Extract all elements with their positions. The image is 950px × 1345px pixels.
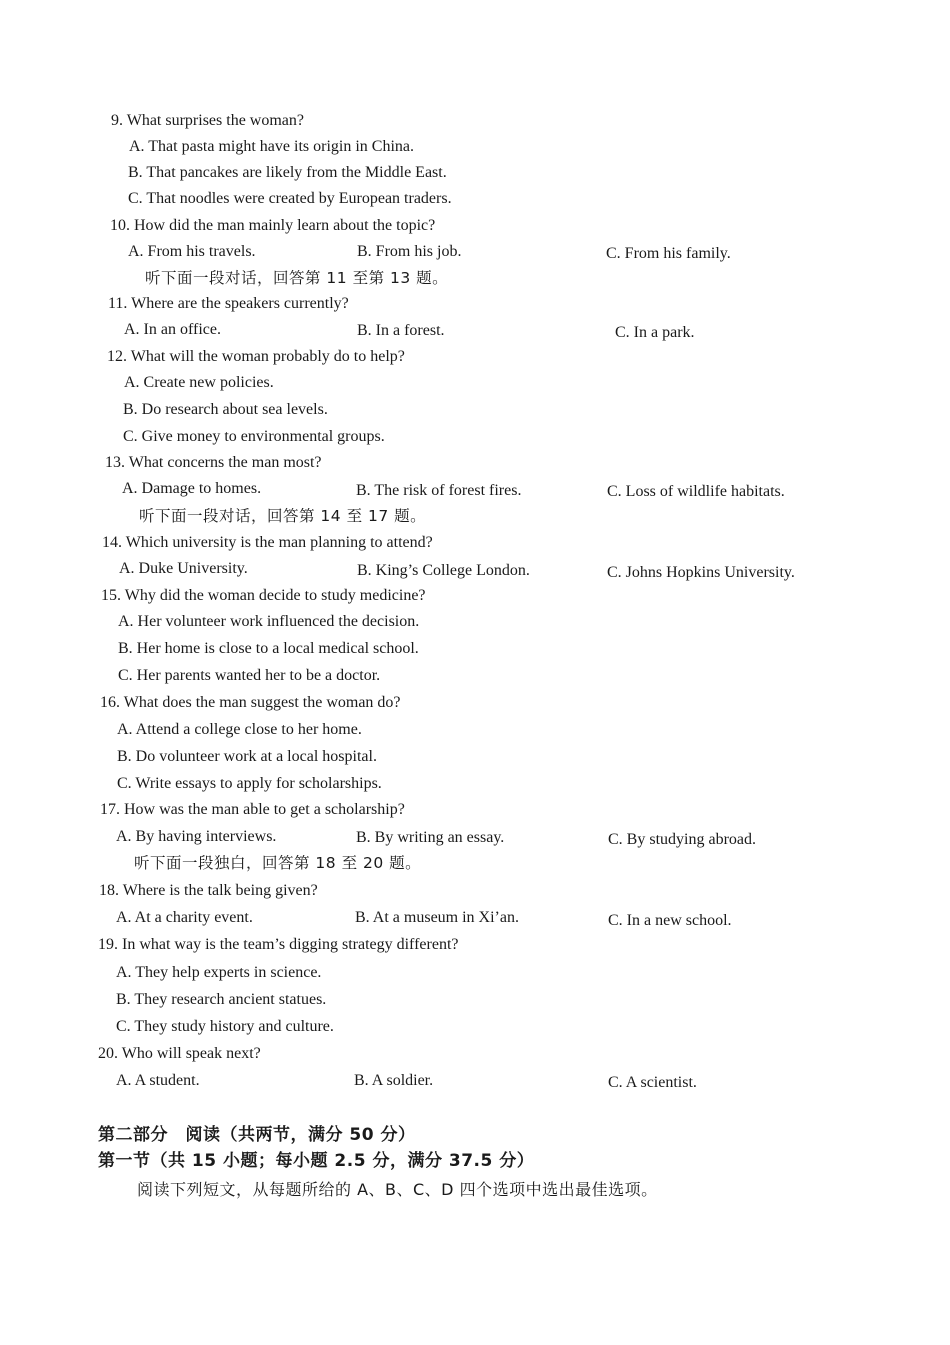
- q10-option-a: A. From his travels.: [128, 243, 256, 260]
- q20-option-c: C. A scientist.: [608, 1074, 697, 1091]
- q10-option-c: C. From his family.: [606, 245, 731, 262]
- question-20: 20. Who will speak next?: [98, 1045, 261, 1062]
- instruction-18-20: 听下面一段独白，回答第 18 至 20 题。: [134, 854, 422, 872]
- q14-option-c: C. Johns Hopkins University.: [607, 564, 795, 581]
- instruction-11-13: 听下面一段对话，回答第 11 至第 13 题。: [145, 269, 449, 287]
- q15-option-a: A. Her volunteer work influenced the decision.: [118, 613, 420, 630]
- q11-option-c: C. In a park.: [615, 324, 695, 341]
- q14-option-a: A. Duke University.: [119, 560, 248, 577]
- instruction-14-17: 听下面一段对话，回答第 14 至 17 题。: [139, 507, 427, 525]
- q13-option-a: A. Damage to homes.: [122, 480, 262, 497]
- question-14: 14. Which university is the man planning to attend?: [102, 534, 433, 551]
- question-10: 10. How did the man mainly learn about the topic?: [110, 217, 436, 234]
- q17-option-a: A. By having interviews.: [116, 828, 277, 845]
- question-12: 12. What will the woman probably do to help?: [107, 348, 405, 365]
- q9-option-a: A. That pasta might have its origin in China.: [129, 138, 414, 155]
- question-17: 17. How was the man able to get a scholarship?: [100, 801, 405, 818]
- q10-option-b: B. From his job.: [357, 243, 462, 260]
- q12-option-a: A. Create new policies.: [124, 374, 274, 391]
- question-18: 18. Where is the talk being given?: [99, 882, 318, 899]
- q20-option-b: B. A soldier.: [354, 1072, 434, 1089]
- q17-option-b: B. By writing an essay.: [356, 829, 505, 846]
- q19-option-c: C. They study history and culture.: [116, 1018, 334, 1035]
- q19-option-a: A. They help experts in science.: [116, 964, 322, 981]
- question-15: 15. Why did the woman decide to study medicine?: [101, 587, 426, 604]
- q17-option-c: C. By studying abroad.: [608, 831, 756, 848]
- q16-option-b: B. Do volunteer work at a local hospital.: [117, 748, 377, 765]
- q15-option-c: C. Her parents wanted her to be a doctor.: [118, 667, 381, 684]
- q12-option-b: B. Do research about sea levels.: [123, 401, 328, 418]
- q11-option-a: A. In an office.: [124, 321, 221, 338]
- part2-direction: 阅读下列短文，从每题所给的 A、B、C、D 四个选项中选出最佳选项。: [137, 1180, 658, 1199]
- question-19: 19. In what way is the team’s digging strategy different?: [98, 936, 459, 953]
- q18-option-a: A. At a charity event.: [116, 909, 253, 926]
- q14-option-b: B. King’s College London.: [357, 562, 530, 579]
- q13-option-b: B. The risk of forest fires.: [356, 482, 522, 499]
- question-16: 16. What does the man suggest the woman do?: [100, 694, 401, 711]
- q13-option-c: C. Loss of wildlife habitats.: [607, 483, 785, 500]
- q9-option-b: B. That pancakes are likely from the Middle East.: [128, 164, 447, 181]
- q15-option-b: B. Her home is close to a local medical school.: [118, 640, 419, 657]
- question-13: 13. What concerns the man most?: [105, 454, 322, 471]
- q18-option-c: C. In a new school.: [608, 912, 732, 929]
- q9-option-c: C. That noodles were created by European traders.: [128, 190, 452, 207]
- q16-option-a: A. Attend a college close to her home.: [117, 721, 362, 738]
- part2-section1-title: 第一节（共 15 小题；每小题 2.5 分，满分 37.5 分）: [98, 1151, 535, 1171]
- q19-option-b: B. They research ancient statues.: [116, 991, 327, 1008]
- question-9: 9. What surprises the woman?: [111, 112, 304, 129]
- q16-option-c: C. Write essays to apply for scholarships.: [117, 775, 382, 792]
- q11-option-b: B. In a forest.: [357, 322, 445, 339]
- q12-option-c: C. Give money to environmental groups.: [123, 428, 385, 445]
- part2-title: 第二部分 阅读（共两节，满分 50 分）: [98, 1125, 416, 1145]
- q18-option-b: B. At a museum in Xi’an.: [355, 909, 519, 926]
- question-11: 11. Where are the speakers currently?: [108, 295, 349, 312]
- q20-option-a: A. A student.: [116, 1072, 200, 1089]
